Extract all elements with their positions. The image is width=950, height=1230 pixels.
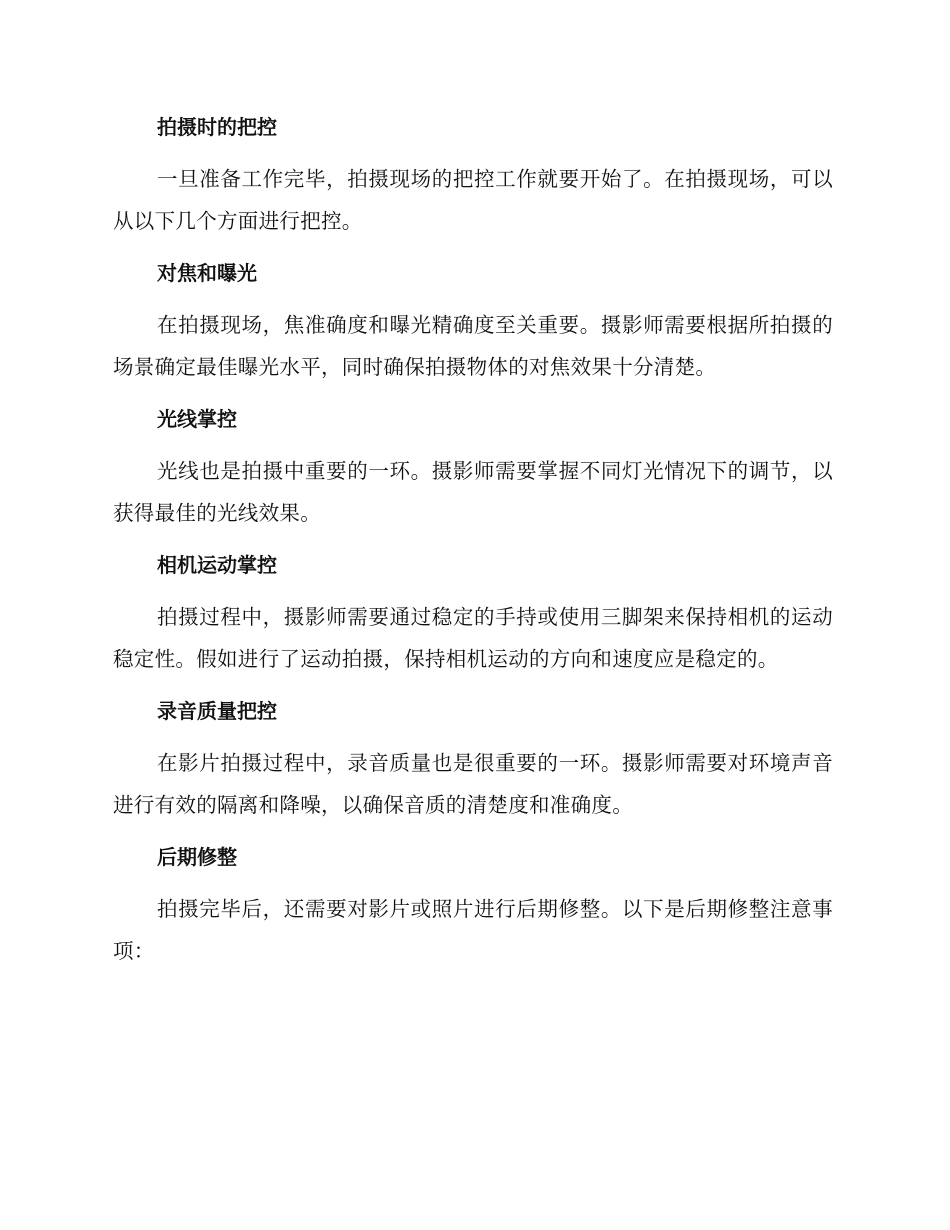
section-body-audio-quality: 在影片拍摄过程中，录音质量也是很重要的一环。摄影师需要对环境声音进行有效的隔离和降噪，以确保音质的清楚度和准确度。 <box>113 751 833 817</box>
section-body-camera-motion: 拍摄过程中，摄影师需要通过稳定的手持或使用三脚架来保持相机的运动稳定性。假如进行了运动拍摄，保持相机运动的方向和速度应是稳定的。 <box>113 605 833 671</box>
section-heading-post-production: 后期修整 <box>157 845 237 869</box>
section-heading-focus-exposure: 对焦和曝光 <box>157 261 257 285</box>
document-page <box>113 110 833 986</box>
section-heading-shooting-control: 拍摄时的把控 <box>157 115 277 139</box>
section-body-lighting: 光线也是拍摄中重要的一环。摄影师需要掌握不同灯光情况下的调节，以获得最佳的光线效果。 <box>113 459 833 525</box>
section-body-post-production: 拍摄完毕后，还需要对影片或照片进行后期修整。以下是后期修整注意事项： <box>113 897 833 963</box>
section-body-focus-exposure: 在拍摄现场，焦准确度和曝光精确度至关重要。摄影师需要根据所拍摄的场景确定最佳曝光水平，同时确保拍摄物体的对焦效果十分清楚。 <box>113 313 833 379</box>
section-heading-camera-motion: 相机运动掌控 <box>157 553 277 577</box>
section-heading-audio-quality: 录音质量把控 <box>157 699 277 723</box>
section-body-shooting-control: 一旦准备工作完毕，拍摄现场的把控工作就要开始了。在拍摄现场，可以从以下几个方面进行把控。 <box>113 167 833 233</box>
section-heading-lighting: 光线掌控 <box>157 407 237 431</box>
